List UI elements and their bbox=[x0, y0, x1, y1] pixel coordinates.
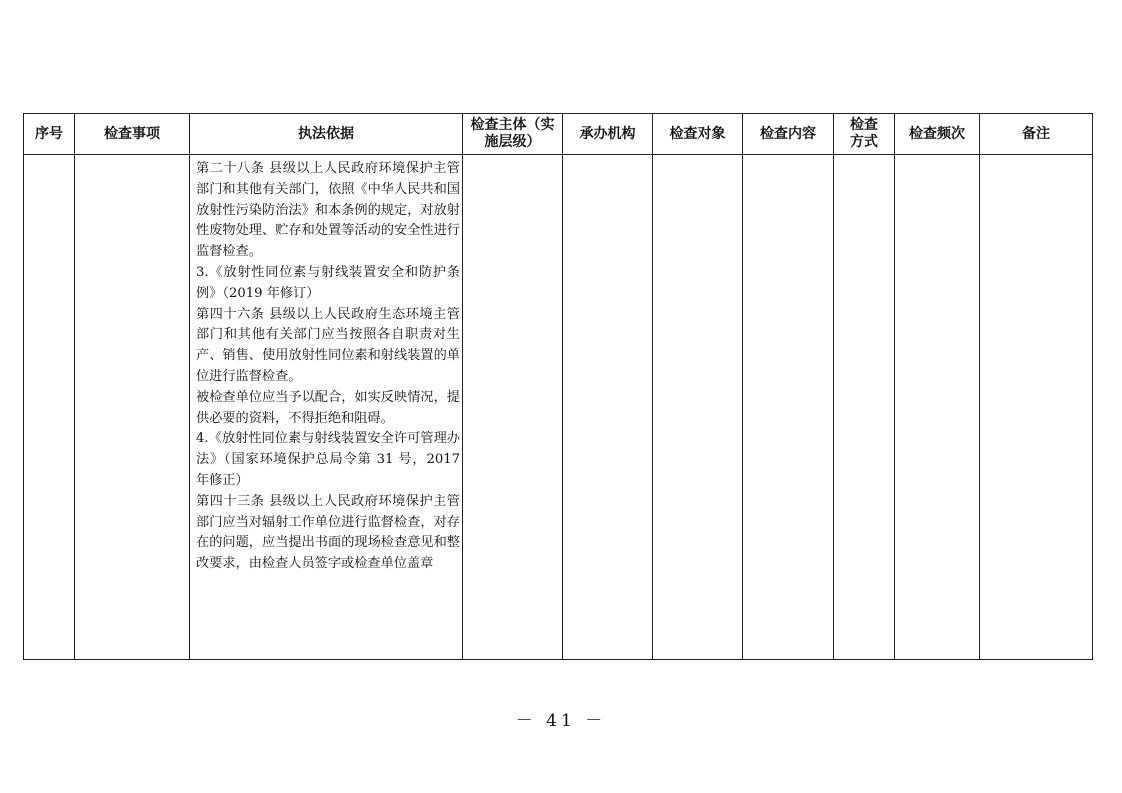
header-frequency: 检查频次 bbox=[895, 114, 980, 155]
cell-remarks bbox=[980, 155, 1093, 660]
header-subject bbox=[463, 114, 563, 155]
basis-paragraph: 被检查单位应当予以配合，如实反映情况，提供必要的资料，不得拒绝和阻碍。 bbox=[196, 389, 460, 426]
header-basis: 执法依据 bbox=[190, 114, 463, 155]
basis-paragraph: 3.《放射性同位素与射线装置安全和防护条例》（2019 年修订） bbox=[196, 264, 460, 301]
header-subject-line1: 检查主体（实 bbox=[470, 117, 555, 133]
table-row bbox=[24, 155, 1093, 660]
basis-paragraph: 第二十八条 县级以上人民政府环境保护主管部门和其他有关部门，依照《中华人民共和国放射性污染防治法》和本条例的规定，对放射性废物处理、贮存和处置等活动的安全性进行监督检查。 bbox=[196, 161, 460, 260]
header-remarks: 备注 bbox=[980, 114, 1093, 155]
basis-paragraph: 第四十三条 县级以上人民政府环境保护主管部门应当对辐射工作单位进行监督检查，对存在的问题，应当提出书面的现场检查意见和整改要求，由检查人员签字或检查单位盖章 bbox=[196, 493, 460, 572]
cell-method bbox=[834, 155, 895, 660]
cell-target bbox=[653, 155, 743, 660]
header-method bbox=[834, 114, 895, 155]
header-agency: 承办机构 bbox=[563, 114, 653, 155]
cell-seq bbox=[24, 155, 75, 660]
header-method-line1: 检查 bbox=[850, 117, 878, 133]
cell-basis bbox=[190, 155, 463, 660]
cell-agency bbox=[563, 155, 653, 660]
enforcement-table bbox=[23, 113, 1093, 660]
cell-item bbox=[75, 155, 190, 660]
header-method-line2: 方式 bbox=[850, 134, 878, 150]
header-row bbox=[24, 114, 1093, 155]
cell-subject bbox=[463, 155, 563, 660]
header-seq: 序号 bbox=[24, 114, 75, 155]
header-item: 检查事项 bbox=[75, 114, 190, 155]
cell-content bbox=[743, 155, 834, 660]
basis-paragraph: 第四十六条 县级以上人民政府生态环境主管部门和其他有关部门应当按照各自职责对生产、销售、使用放射性同位素和射线装置的单位进行监督检查。 bbox=[196, 306, 460, 384]
header-subject-line2: 施层级） bbox=[484, 134, 541, 150]
cell-frequency bbox=[895, 155, 980, 660]
page-number: － 41 － bbox=[515, 711, 607, 731]
header-content: 检查内容 bbox=[743, 114, 834, 155]
header-target: 检查对象 bbox=[653, 114, 743, 155]
basis-paragraph: 4.《放射性同位素与射线装置安全许可管理办法》（国家环境保护总局令第 31 号，2017 年修正） bbox=[196, 431, 460, 488]
